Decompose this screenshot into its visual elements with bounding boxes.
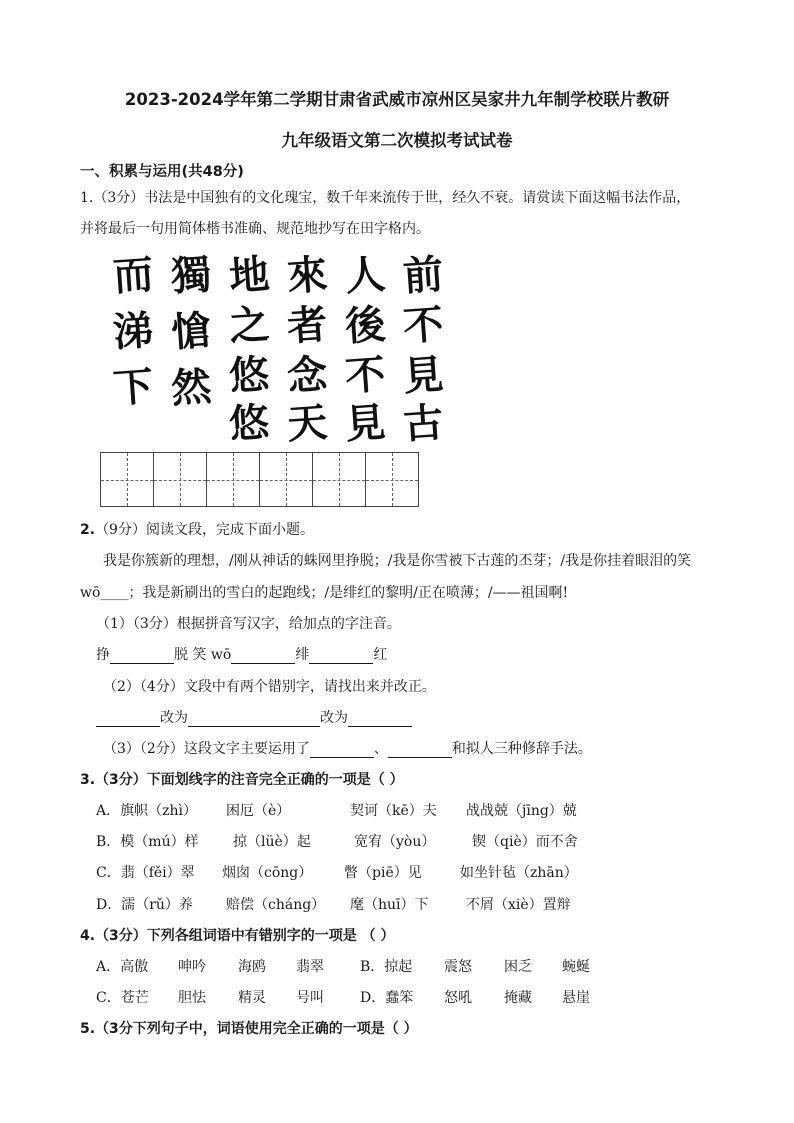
q3-option-c-word4: 如坐针毡（zhān） [460,865,578,881]
answer-blank[interactable] [309,649,373,664]
q4-option-a[interactable]: A．高傲 [96,959,149,975]
tianzige-cell[interactable] [260,453,313,506]
q3-option-a-word4: 战战兢（jīng）兢 [466,803,577,819]
tianzige-cell[interactable] [154,453,207,506]
callig-char: 然 [169,362,213,413]
q4-option-b[interactable]: B．掠起 [360,959,413,975]
callig-char: 前 [401,250,445,301]
q3-heading: 3.（3分）下面划线字的注音完全正确的一项是（ ） [80,772,404,788]
q4-word: 精灵 [238,990,266,1006]
exam-title-line2: 九年级语文第二次模拟考试试卷 [281,131,513,150]
answer-blank[interactable] [388,743,452,758]
q2-sub1-label-c: 绯 [295,647,310,663]
q2-sub2-answer-row [96,707,412,727]
callig-char: 而 [111,250,155,301]
q3-option-c-word3: 瞥（piē）见 [344,865,422,881]
q2-sub2-text: （2）（4分）文段中有两个错别字，请找出来并改正。 [103,679,436,695]
answer-blank[interactable] [310,743,374,758]
q1-text-line1: 1.（3分）书法是中国独有的文化瑰宝，数千年来流传于世，经久不衰。请赏读下面这幅书法作品， [80,190,691,206]
q2-sub3-text-b: 、 [373,741,388,757]
q4-word: 悬崖 [562,990,590,1006]
tianzige-cell[interactable] [366,453,418,506]
q3-option-d-word4: 不屑（xiè）置辩 [466,897,571,913]
q2-sub2-gai1: 改为 [160,710,188,726]
callig-char: 悠 [227,350,271,401]
tianzige-grid[interactable] [100,452,419,507]
q2-sub2-gai2: 改为 [320,710,348,726]
q2-sub3-text-c: 和拟人三种修辞手法。 [451,741,592,757]
q2-sub1-label-b: 脱 笑 wō [174,647,232,663]
callig-char: 見 [343,398,387,449]
q3-option-d-word2: 赔偿（cháng） [226,897,326,913]
q4-word: 震怒 [444,959,472,975]
callig-char: 獨 [169,250,213,301]
callig-char: 念 [285,350,329,401]
q4-word: 翡翠 [296,959,324,975]
answer-blank[interactable] [188,712,320,727]
q2-sub1-text: （1）（3分）根据拼音写汉字，给加点的字注音。 [96,616,401,632]
q4-heading: 4.（3分）下列各组词语中有错别字的一项是 （ ） [80,928,395,944]
q1-text-line2: 并将最后一句用简体楷书准确、规范地抄写在田字格内。 [80,221,430,237]
callig-char: 下 [111,362,155,413]
callig-char: 不 [343,350,387,401]
q2-sub1-label-d: 红 [373,647,388,663]
q3-option-c-word2: 烟囱（cōng） [222,865,313,881]
q4-word: 怒吼 [444,990,472,1006]
answer-blank[interactable] [348,712,412,727]
q2-sub1-label-a: 挣 [96,647,110,663]
q4-word: 呻吟 [178,959,206,975]
q4-word: 号叫 [296,990,324,1006]
section-heading: 一、积累与运用(共48分) [80,164,244,180]
callig-char: 不 [401,300,445,351]
callig-char: 愴 [169,306,213,357]
q2-passage-line1: 我是你簇新的理想，/刚从神话的蛛网里挣脱；/我是你雪被下古莲的丕芽；/我是你挂着眼泪的笑 [103,553,692,569]
q3-option-d-word3: 麾（huī）下 [350,897,429,913]
q2-sub1-answer-row [96,644,387,664]
tianzige-cell[interactable] [313,453,366,506]
calligraphy-artwork [105,244,465,449]
answer-blank[interactable] [96,712,160,727]
q2-number: 2. [80,522,96,538]
q2-heading-text: （9分）阅读文段，完成下面小题。 [95,522,314,538]
q3-option-a[interactable]: A．旗帜（zhì） [96,803,197,819]
exam-title-line1: 2023-2024学年第二学期甘肃省武威市凉州区吴家井九年制学校联片教研 [124,90,670,109]
callig-char: 者 [285,300,329,351]
q4-option-c[interactable]: C．苍芒 [96,990,149,1006]
answer-blank[interactable] [231,649,295,664]
q3-option-a-word3: 契诃（kē）夫 [350,803,437,819]
q4-option-d[interactable]: D．蠢笨 [360,990,414,1006]
q3-option-a-word2: 困厄（è） [226,803,291,819]
q4-word: 掩藏 [504,990,532,1006]
q4-word: 胆怯 [178,990,206,1006]
q3-option-b-word2: 掠（lüè）起 [233,834,311,850]
callig-char: 天 [285,398,329,449]
q4-word: 蜿蜒 [562,959,590,975]
q3-option-c[interactable]: C．翡（fěi）翠 [96,865,195,881]
q3-option-b-word4: 锲（qiè）而不舍 [472,834,578,850]
callig-char: 涕 [111,306,155,357]
tianzige-cell[interactable] [207,453,260,506]
q4-word: 困乏 [504,959,532,975]
callig-char: 悠 [227,398,271,449]
callig-char: 來 [285,250,329,301]
callig-char: 之 [227,300,271,351]
callig-char: 後 [343,300,387,351]
callig-char: 人 [343,250,387,301]
callig-char: 見 [401,350,445,401]
q2-passage-line2: wō____；我是新刷出的雪白的起跑线；/是绯红的黎明/正在喷薄；/——祖国啊! [80,585,569,601]
callig-char: 地 [227,250,271,301]
q2-heading [80,519,314,539]
q2-sub3-row [103,738,592,758]
callig-char: 古 [401,398,445,449]
q3-option-d[interactable]: D．濡（rǔ）养 [96,897,193,913]
q3-option-b-word3: 宽宥（yòu） [354,834,436,850]
q2-sub3-text-a: （3）（2分）这段文字主要运用了 [103,741,310,757]
tianzige-cell[interactable] [101,453,154,506]
q3-option-b[interactable]: B．模（mú）样 [96,834,199,850]
q5-heading: 5.（3分下列句子中，词语使用完全正确的一项是（ ） [80,1021,418,1037]
q4-word: 海鸥 [238,959,266,975]
answer-blank[interactable] [110,649,174,664]
